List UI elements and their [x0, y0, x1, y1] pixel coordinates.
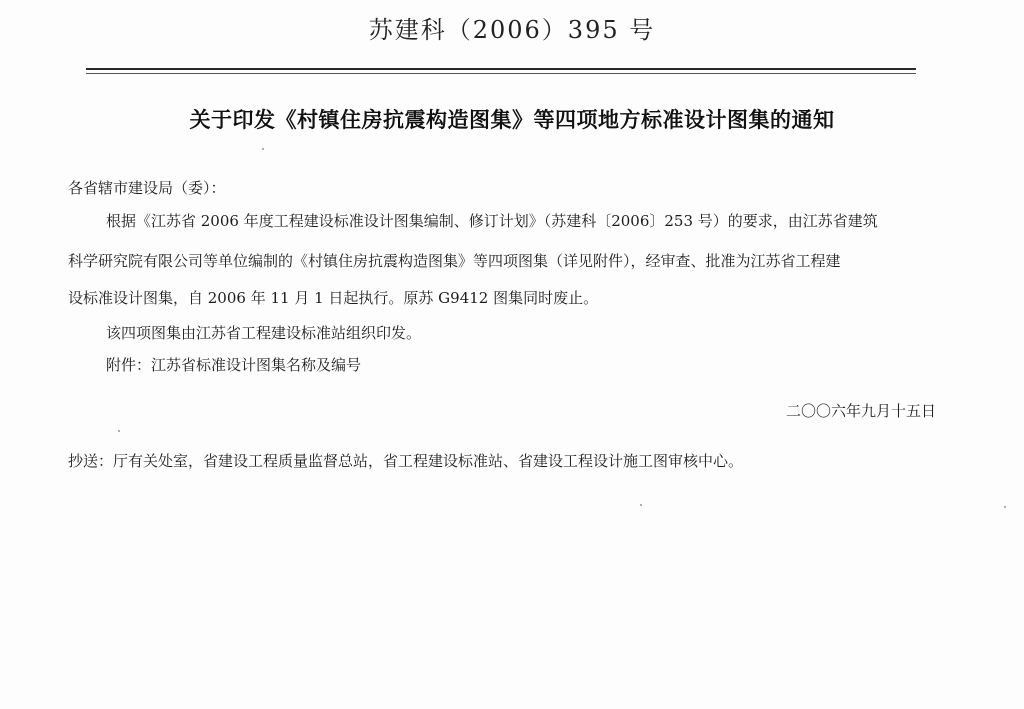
- scan-speck: [118, 430, 120, 432]
- scan-speck: [262, 148, 264, 150]
- header-divider: [86, 68, 916, 70]
- paragraph-1-line-1: 根据《江苏省 2006 年度工程建设标准设计图集编制、修订计划》（苏建科〔2006〕253 号）的要求，由江苏省建筑: [106, 212, 878, 230]
- paragraph-2: 该四项图集由江苏省工程建设标准站组织印发。: [106, 324, 422, 342]
- scan-speck: [640, 504, 642, 506]
- issue-date: 二〇〇六年九月十五日: [785, 402, 936, 420]
- paragraph-1-line-2: 科学研究院有限公司等单位编制的《村镇住房抗震构造图集》等四项图集（详见附件），经审查、批准为江苏省工程建: [68, 252, 841, 270]
- paragraph-1-line-3: 设标准设计图集，自 2006 年 11 月 1 日起执行。原苏 G9412 图集同时废止。: [68, 289, 599, 307]
- addressee: 各省辖市建设局（委）：: [68, 179, 226, 197]
- attachment-line: 附件：江苏省标准设计图集名称及编号: [106, 356, 362, 374]
- cc-list: 抄送：厅有关处室，省建设工程质量监督总站，省工程建设标准站、省建设工程设计施工图审核中心。: [68, 452, 744, 470]
- scan-speck: [1004, 506, 1006, 508]
- document-title: 关于印发《村镇住房抗震构造图集》等四项地方标准设计图集的通知: [189, 108, 835, 132]
- header-divider-thin: [86, 73, 916, 74]
- document-number: 苏建科（2006）395 号: [368, 16, 656, 44]
